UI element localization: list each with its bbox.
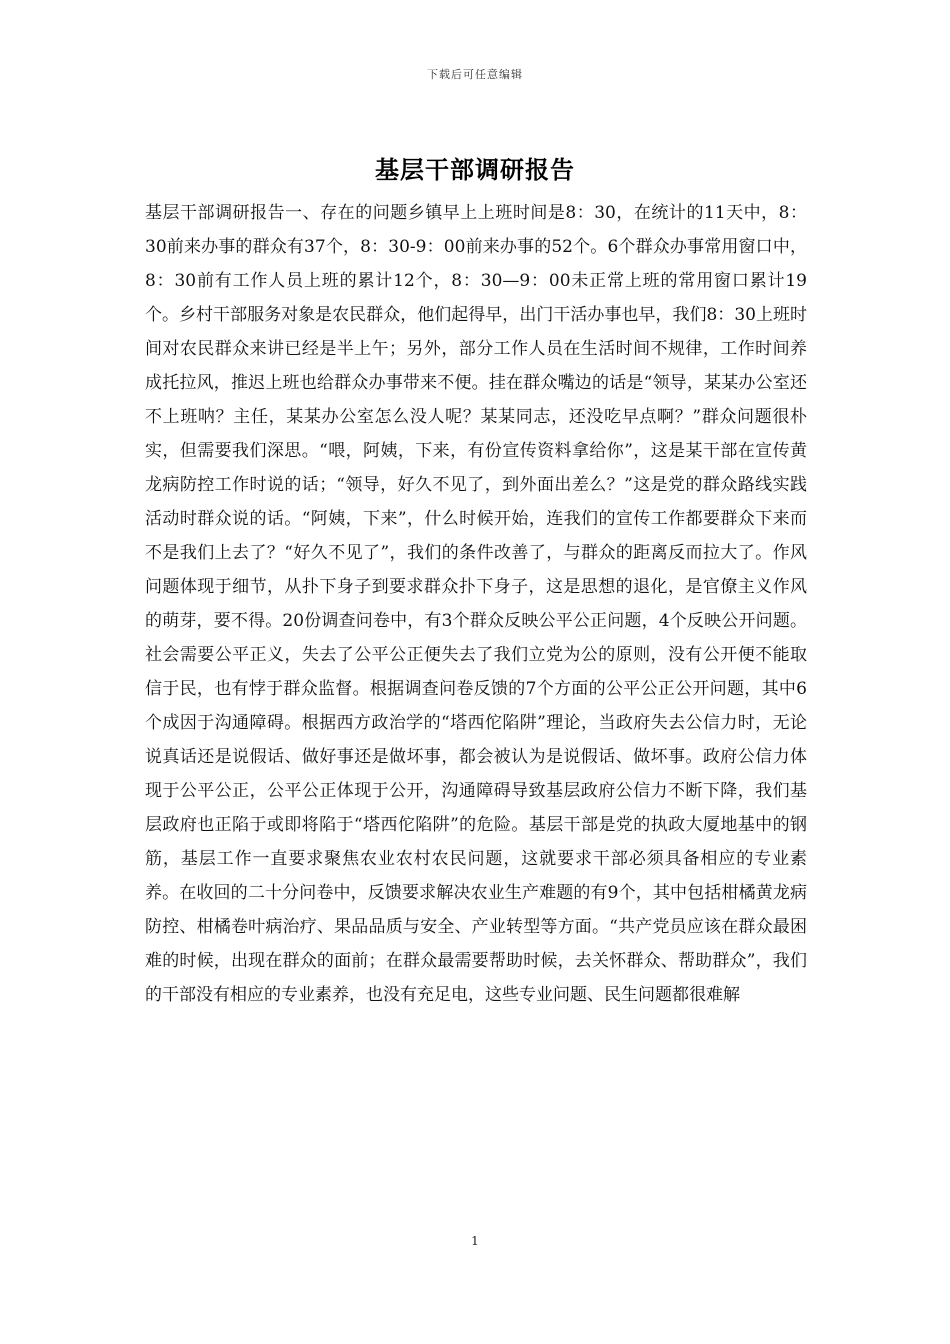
document-title: 基层干部调研报告 [375,155,575,184]
page-number: 1 [471,1234,479,1248]
document-body [145,196,807,1012]
header-note: 下载后可任意编辑 [427,68,523,81]
body-paragraph: 基层干部调研报告一、存在的问题乡镇早上上班时间是8：30，在统计的11天中，8：30前来办事的群众有37个，8：30-9：00前来办事的52个。6个群众办事常用窗口中，8：30前有工作人员上班的累计12个，8：30—9：00未正常上班的常用窗口累计19个。乡村干部服务对象是农民群众，他们起得早，出门干活办事也早，我们8：30上班时间对农民群众来讲已经是半上午；另外，部分工作人员在生活时间不规律，工作时间养成托拉风，推迟上班也给群众办事带来不便。挂在群众嘴边的话是“领导，某某办公室还不上班呐？主任，某某办公室怎么没人呢？某某同志，还没吃早点啊？”群众问题很朴实，但需要我们深思。“喂，阿姨，下来，有份宣传资料拿给你”，这是某干部在宣传黄龙病防控工作时说的话；“领导，好久不见了，到外面出差么？”这是党的群众路线实践活动时群众说的话。“阿姨，下来”，什么时候开始，连我们的宣传工作都要群众下来而不是我们上去了？“好久不见了”，我们的条件改善了，与群众的距离反而拉大了。作风问题体现于细节，从扑下身子到要求群众扑下身子，这是思想的退化，是官僚主义作风的萌芽，要不得。20份调查问卷中，有3个群众反映公平公正问题，4个反映公开问题。社会需要公平正义，失去了公平公正便失去了我们立党为公的原则，没有公开便不能取信于民，也有悖于群众监督。根据调查问卷反馈的7个方面的公平公正公开问题，其中6个成因于沟通障碍。根据西方政治学的“塔西佗陷阱”理论，当政府失去公信力时，无论说真话还是说假话、做好事还是做坏事，都会被认为是说假话、做坏事。政府公信力体现于公平公正，公平公正体现于公开，沟通障碍导致基层政府公信力不断下降，我们基层政府也正陷于或即将陷于“塔西佗陷阱”的危险。基层干部是党的执政大厦地基中的钢筋，基层工作一直要求聚焦农业农村农民问题，这就要求干部必须具备相应的专业素养。在收回的二十分问卷中，反馈要求解决农业生产难题的有9个，其中包括柑橘黄龙病防控、柑橘卷叶病治疗、果品品质与安全、产业转型等方面。“共产党员应该在群众最困难的时候，出现在群众的面前；在群众最需要帮助时候，去关怀群众、帮助群众”，我们的干部没有相应的专业素养，也没有充足电，这些专业问题、民生问题都很难解 [145,203,807,1005]
